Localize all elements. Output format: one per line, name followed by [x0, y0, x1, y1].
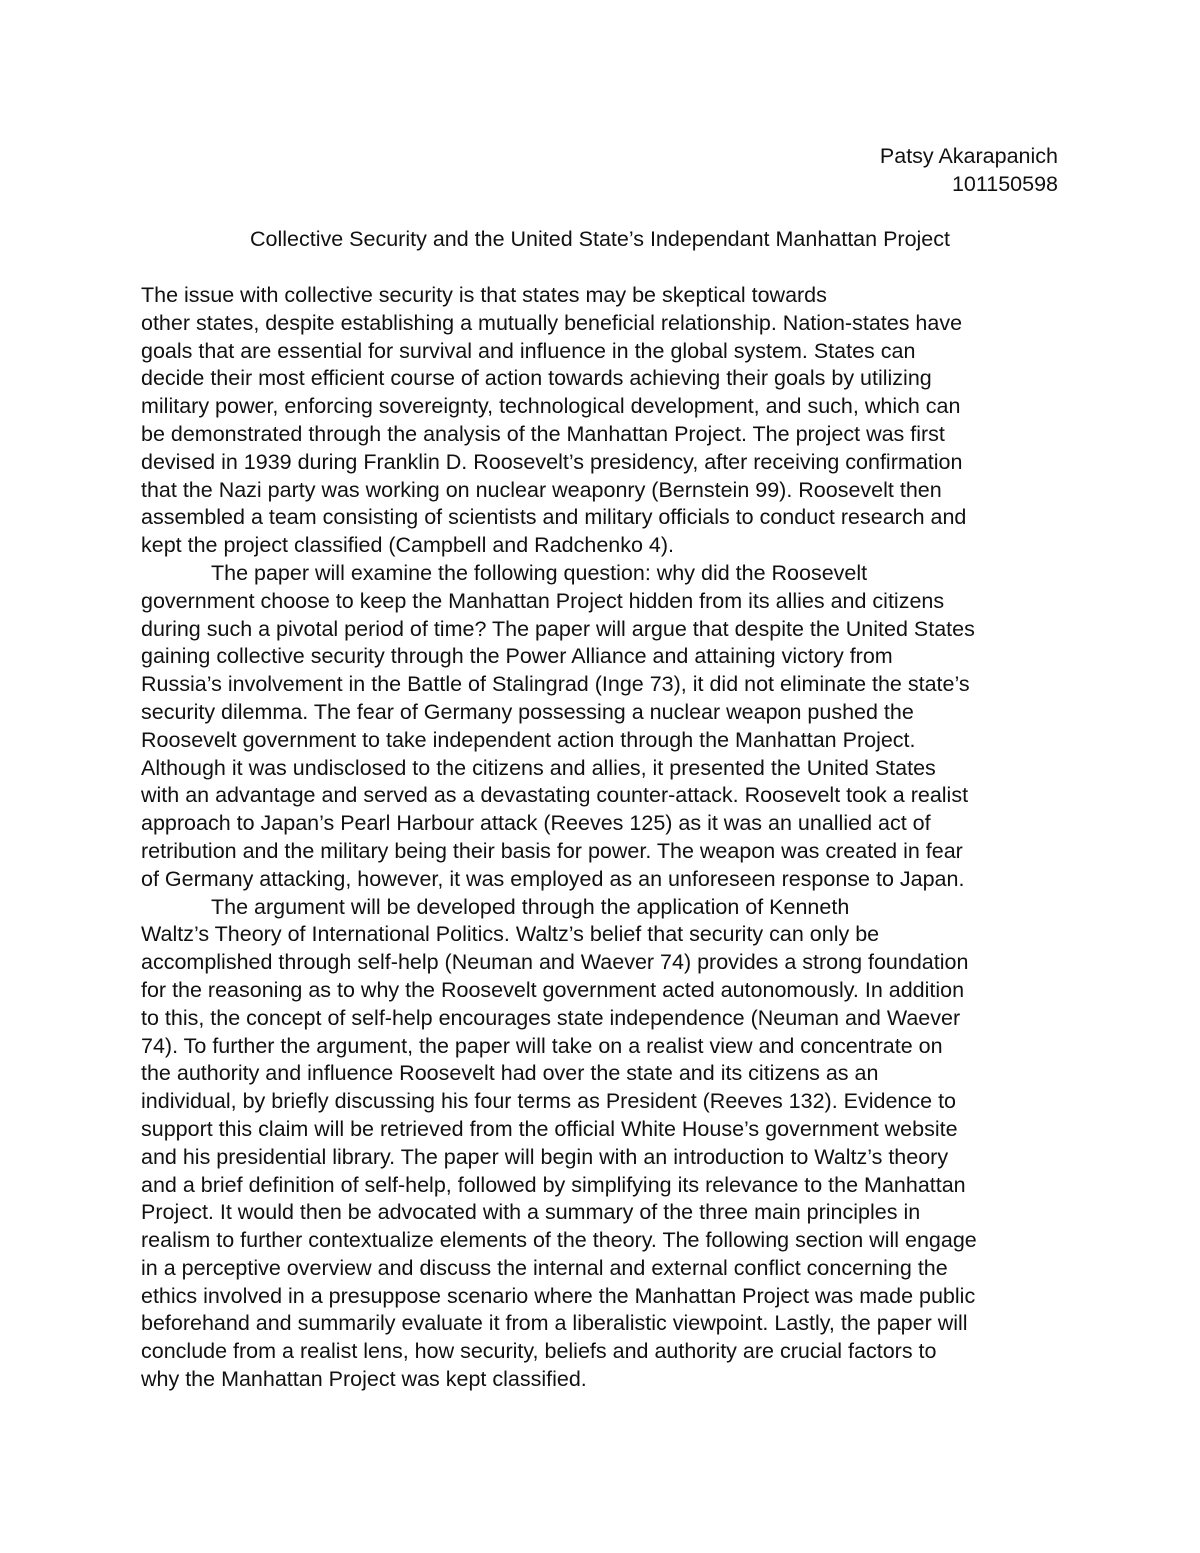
author-name: Patsy Akarapanich	[879, 144, 1058, 168]
text-line: security dilemma. The fear of Germany possessing a nuclear weapon pushed the	[141, 699, 914, 724]
text-line: military power, enforcing sovereignty, technological development, and such, which can	[141, 394, 961, 419]
text-line: and his presidential library. The paper will begin with an introduction to Waltz’s theory	[141, 1144, 949, 1169]
text-line: assembled a team consisting of scientists and military officials to conduct research and	[141, 505, 967, 530]
text-line: kept the project classified (Campbell and Radchenko 4).	[141, 533, 675, 558]
text-line: that the Nazi party was working on nuclear weaponry (Bernstein 99). Roosevelt then	[141, 477, 942, 502]
text-line: government choose to keep the Manhattan Project hidden from its allies and citizens	[141, 588, 945, 613]
author-block	[880, 142, 1058, 198]
text-line: and a brief definition of self-help, followed by simplifying its relevance to the Manhattan	[141, 1172, 966, 1197]
text-line: retribution and the military being their basis for power. The weapon was created in fear	[141, 838, 963, 863]
text-line: decide their most efficient course of action towards achieving their goals by utilizing	[141, 366, 932, 391]
text-line: the authority and influence Roosevelt had over the state and its citizens as an	[141, 1061, 879, 1086]
text-line: other states, despite establishing a mutually beneficial relationship. Nation-states have	[141, 310, 963, 335]
text-line: accomplished through self-help (Neuman and Waever 74) provides a strong foundation	[141, 950, 969, 975]
text-line: gaining collective security through the Power Alliance and attaining victory from	[141, 644, 893, 669]
text-line: Although it was undisclosed to the citizens and allies, it presented the United States	[141, 755, 936, 780]
document-title: Collective Security and the United State’s Independant Manhattan Project	[250, 227, 950, 251]
text-line: during such a pivotal period of time? The paper will argue that despite the United States	[141, 616, 975, 641]
text-line: for the reasoning as to why the Roosevelt government acted autonomously. In addition	[141, 977, 965, 1002]
student-id: 101150598	[951, 172, 1058, 196]
text-line: to this, the concept of self-help encourages state independence (Neuman and Waever	[141, 1005, 961, 1030]
text-line: why the Manhattan Project was kept classified.	[141, 1367, 587, 1392]
text-line: The issue with collective security is that states may be skeptical towards	[141, 283, 827, 307]
text-line: Russia’s involvement in the Battle of Stalingrad (Inge 73), it did not eliminate the state’s	[141, 672, 970, 697]
text-line: of Germany attacking, however, it was employed as an unforeseen response to Japan.	[141, 866, 965, 891]
text-line: approach to Japan’s Pearl Harbour attack (Reeves 125) as it was an unallied act of	[141, 811, 931, 836]
text-line: Project. It would then be advocated with a summary of the three main principles in	[141, 1200, 921, 1225]
text-line: Roosevelt government to take independent action through the Manhattan Project.	[141, 727, 916, 752]
text-line: in a perceptive overview and discuss the internal and external conflict concerning the	[141, 1255, 948, 1280]
text-line: conclude from a realist lens, how security, beliefs and authority are crucial factors to	[141, 1339, 937, 1364]
body-text	[141, 282, 1066, 1394]
text-line: Waltz’s Theory of International Politics. Waltz’s belief that security can only be	[141, 922, 880, 947]
text-line: 74). To further the argument, the paper will take on a realist view and concentrate on	[141, 1033, 943, 1058]
text-line: The argument will be developed through the application of Kenneth	[211, 894, 850, 919]
text-line: devised in 1939 during Franklin D. Roosevelt’s presidency, after receiving confirmation	[141, 449, 963, 474]
text-line: with an advantage and served as a devastating counter-attack. Roosevelt took a realist	[141, 783, 969, 808]
text-line: goals that are essential for survival and influence in the global system. States can	[141, 338, 916, 363]
text-line: individual, by briefly discussing his four terms as President (Reeves 132). Evidence to	[141, 1089, 956, 1114]
text-line: ethics involved in a presuppose scenario where the Manhattan Project was made public	[141, 1283, 976, 1308]
text-line: realism to further contextualize elements of the theory. The following section will engage	[141, 1228, 977, 1253]
text-line: support this claim will be retrieved from the official White House’s government website	[141, 1116, 958, 1141]
text-line: The paper will examine the following question: why did the Roosevelt	[211, 560, 868, 585]
text-line: be demonstrated through the analysis of the Manhattan Project. The project was first	[141, 421, 945, 446]
text-line: beforehand and summarily evaluate it from a liberalistic viewpoint. Lastly, the paper will	[141, 1311, 968, 1336]
